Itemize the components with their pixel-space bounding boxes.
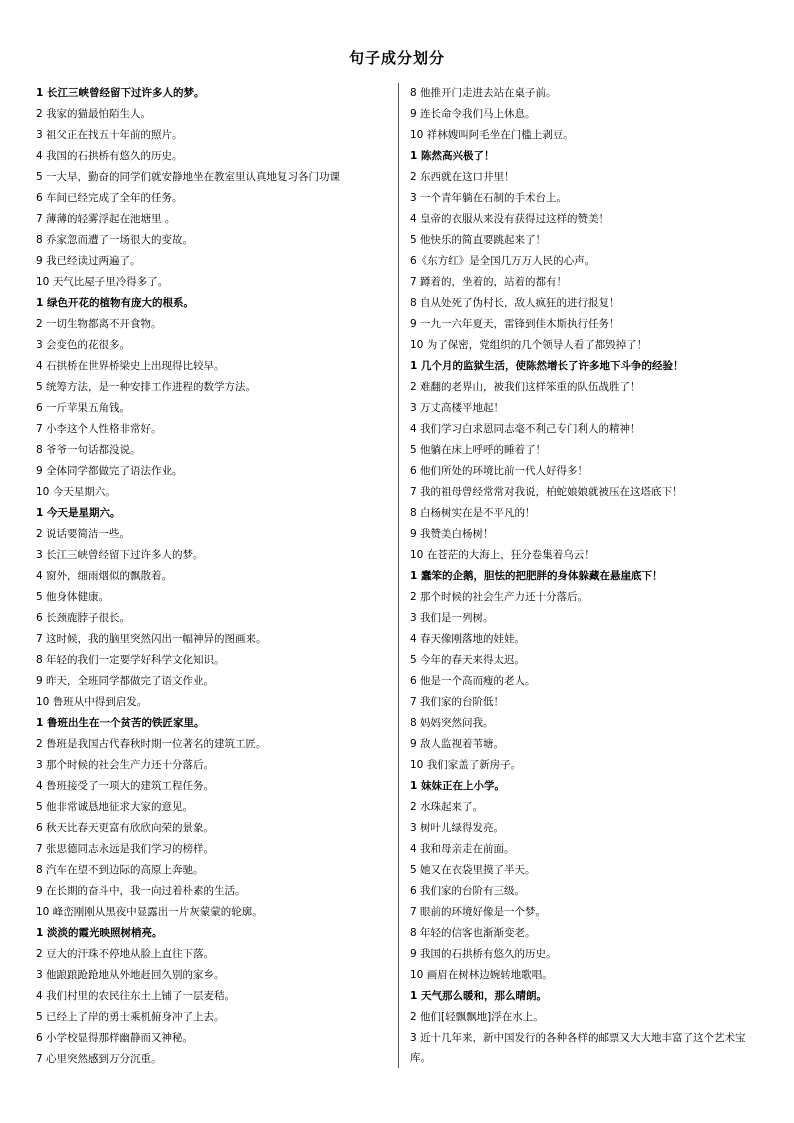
sentence-line: 3 一个青年躺在石制的手术台上。 — [410, 192, 568, 204]
sentence-line: 7 蹲着的，坐着的，站着的都有！ — [410, 276, 568, 288]
sentence-line: 9 在长期的奋斗中，我一向过着朴素的生活。 — [36, 885, 246, 897]
sentence-line: 6 我们家的台阶有三级。 — [410, 885, 526, 897]
section-heading-sentence: 1 今天是星期六。 — [36, 507, 121, 519]
sentence-line: 6 秋天比春天更富有欣欣向荣的景象。 — [36, 822, 215, 834]
sentence-line: 5 已经上了岸的勇士乘机俯身冲了上去。 — [36, 1011, 225, 1023]
sentence-line: 2 鲁班是我国古代春秋时期一位著名的建筑工匠。 — [36, 738, 267, 750]
sentence-line: 4 春天像刚落地的娃娃。 — [410, 633, 526, 645]
sentence-line: 7 薄薄的轻雾浮起在池塘里 。 — [36, 213, 176, 225]
right-column — [410, 83, 760, 1068]
sentence-line: 4 鲁班接受了一项大的建筑工程任务。 — [36, 780, 215, 792]
section-heading-sentence: 1 绿色开花的植物有庞大的根系。 — [36, 297, 194, 309]
sentence-line: 9 全体同学都做完了语法作业。 — [36, 465, 183, 477]
sentence-line: 7 眼前的环境好像是一个梦。 — [410, 906, 547, 918]
sentence-line: 9 连长命令我们马上休息。 — [410, 108, 536, 120]
sentence-line: 8 爷爷一句话都没说。 — [36, 444, 141, 456]
sentence-line: 9 昨天，全班同学都做完了语文作业。 — [36, 675, 215, 687]
sentence-line: 7 这时候，我的脑里突然闪出一幅神异的图画来。 — [36, 633, 267, 645]
sentence-line: 5 她又在衣袋里摸了半天。 — [410, 864, 536, 876]
sentence-line: 4 窗外，细雨烟似的飘散着。 — [36, 570, 173, 582]
sentence-line: 10 画眉在树林边婉转地歌唱。 — [410, 969, 553, 981]
sentence-line: 2 我家的猫最怕陌生人。 — [36, 108, 152, 120]
sentence-line: 3 会变色的花很多。 — [36, 339, 131, 351]
sentence-line: 5 今年的春天来得太迟。 — [410, 654, 526, 666]
sentence-line: 5 一大早，勤奋的同学们就安静地坐在教室里认真地复习各门功课 — [36, 171, 341, 183]
sentence-line: 4 皇帝的衣服从来没有获得过这样的赞美！ — [410, 213, 610, 225]
sentence-line: 4 石拱桥在世界桥梁史上出现得比较早。 — [36, 360, 225, 372]
sentence-line: 8 年轻的信客也渐渐变老。 — [410, 927, 536, 939]
sentence-line: 3 长江三峡曾经留下过许多人的梦。 — [36, 549, 204, 561]
sentence-line: 9 一九一六年夏天，雷锋到佳木斯执行任务！ — [410, 318, 620, 330]
sentence-line: 9 我国的石拱桥有悠久的历史。 — [410, 948, 557, 960]
sentence-line: 9 我赞美白杨树！ — [410, 528, 494, 540]
sentence-line: 3 那个时候的社会生产力还十分落后。 — [36, 759, 215, 771]
section-heading-sentence: 1 几个月的监狱生活，使陈然增长了许多地下斗争的经验！ — [410, 360, 684, 372]
sentence-line: 6 小学校显得那样幽静而又神秘。 — [36, 1032, 194, 1044]
sentence-line: 5 他躺在床上呼呼的睡着了！ — [410, 444, 547, 456]
sentence-line: 3 我们是一列树。 — [410, 612, 494, 624]
section-heading-sentence: 1 妹妹正在上小学。 — [410, 780, 505, 792]
sentence-line: 5 他非常诚恳地征求大家的意见。 — [36, 801, 194, 813]
sentence-line: 9 我已经读过两遍了。 — [36, 255, 141, 267]
sentence-line: 10 我们家盖了新房子。 — [410, 759, 522, 771]
sentence-line: 3 祖父正在找五十年前的照片。 — [36, 129, 183, 141]
sentence-line: 3 他踉踉跄跄地从外地赶回久别的家乡。 — [36, 969, 225, 981]
sentence-line: 3 树叶儿绿得发亮。 — [410, 822, 505, 834]
sentence-line: 6 一斤苹果五角钱。 — [36, 402, 131, 414]
sentence-line: 7 我们家的台阶低！ — [410, 696, 505, 708]
sentence-line: 2 他们[轻飘飘地]浮在水上。 — [410, 1011, 544, 1023]
sentence-line: 8 乔家忽而遭了一场很大的变故。 — [36, 234, 194, 246]
sentence-line: 4 我和母亲走在前面。 — [410, 843, 515, 855]
sentence-line: 7 张思德同志永远是我们学习的榜样。 — [36, 843, 215, 855]
section-heading-sentence: 1 蠢笨的企鹅，胆怯的把肥胖的身体躲藏在悬崖底下！ — [410, 570, 663, 582]
sentence-line: 2 难翻的老界山，被我们这样笨重的队伍战胜了！ — [410, 381, 641, 393]
sentence-line: 5 他快乐的简直要跳起来了！ — [410, 234, 547, 246]
sentence-line: 6《东方红》是全国几万万人民的心声。 — [410, 255, 596, 267]
section-heading-sentence: 1 陈然高兴极了！ — [410, 150, 495, 162]
sentence-line: 2 豆大的汗珠不停地从脸上直往下落。 — [36, 948, 215, 960]
sentence-line: 4 我们学习白求恩同志毫不利己专门利人的精神！ — [410, 423, 641, 435]
sentence-line: 7 心里突然感到万分沉重。 — [36, 1053, 162, 1065]
page-title: 句子成分划分 — [348, 49, 445, 67]
sentence-line: 10 峰峦刚刚从黑夜中显露出一片灰蒙蒙的轮廓。 — [36, 906, 263, 918]
sentence-line: 10 鲁班从中得到启发。 — [36, 696, 148, 708]
sentence-line: 8 妈妈突然问我。 — [410, 717, 494, 729]
sentence-line: 7 小李这个人性格非常好。 — [36, 423, 162, 435]
sentence-line: 9 敌人监视着苇塘。 — [410, 738, 505, 750]
sentence-line: 8 自从处死了伪村长，敌人疯狂的进行报复！ — [410, 297, 620, 309]
sentence-line: 3 近十几年来，新中国发行的各种各样的邮票又大大地丰富了这个艺术宝库。 — [410, 1032, 746, 1064]
sentence-line: 4 我们村里的农民往东土上铺了一层麦秸。 — [36, 990, 236, 1002]
sentence-line: 10 在苍茫的大海上，狂分卷集着乌云！ — [410, 549, 595, 561]
sentence-line: 7 我的祖母曾经常常对我说，柏蛇娘娘就被压在这塔底下！ — [410, 486, 683, 498]
sentence-line: 4 我国的石拱桥有悠久的历史。 — [36, 150, 183, 162]
section-heading-sentence: 1 长江三峡曾经留下过许多人的梦。 — [36, 87, 205, 99]
sentence-line: 10 今天星期六。 — [36, 486, 116, 498]
sentence-line: 8 年轻的我们一定要学好科学文化知识。 — [36, 654, 225, 666]
left-column — [36, 83, 388, 1070]
sentence-line: 8 他推开门走进去站在桌子前。 — [410, 87, 557, 99]
sentence-line: 2 水珠起来了。 — [410, 801, 484, 813]
section-heading-sentence: 1 天气那么暖和，那么晴朗。 — [410, 990, 547, 1002]
sentence-line: 8 白杨树实在是不平凡的！ — [410, 507, 536, 519]
sentence-line: 8 汽车在望不到边际的高原上奔驰。 — [36, 864, 204, 876]
sentence-line: 10 祥林嫂叫阿毛坐在门槛上剥豆。 — [410, 129, 574, 141]
section-heading-sentence: 1 淡淡的霞光映照树梢亮。 — [36, 927, 163, 939]
sentence-line: 6 车间已经完成了全年的任务。 — [36, 192, 183, 204]
sentence-line: 3 万丈高楼平地起！ — [410, 402, 505, 414]
sentence-line: 2 说话要简洁一些。 — [36, 528, 131, 540]
sentence-line: 6 长颈鹿脖子很长。 — [36, 612, 131, 624]
section-heading-sentence: 1 鲁班出生在一个贫苦的铁匠家里。 — [36, 717, 205, 729]
sentence-line: 5 统筹方法，是一种安排工作进程的数学方法。 — [36, 381, 257, 393]
sentence-line: 2 一切生物都离不开食物。 — [36, 318, 162, 330]
column-divider — [398, 83, 399, 1068]
sentence-line: 6 他们所处的环境比前一代人好得多！ — [410, 465, 589, 477]
sentence-line: 2 那个时候的社会生产力还十分落后。 — [410, 591, 589, 603]
sentence-line: 10 天气比屋子里冷得多了。 — [36, 276, 169, 288]
sentence-line: 2 东西就在这口井里！ — [410, 171, 515, 183]
sentence-line: 10 为了保密，党组织的几个领导人看了都毁掉了！ — [410, 339, 648, 351]
sentence-line: 5 他身体健康。 — [36, 591, 110, 603]
sentence-line: 6 他是一个高而瘦的老人。 — [410, 675, 536, 687]
